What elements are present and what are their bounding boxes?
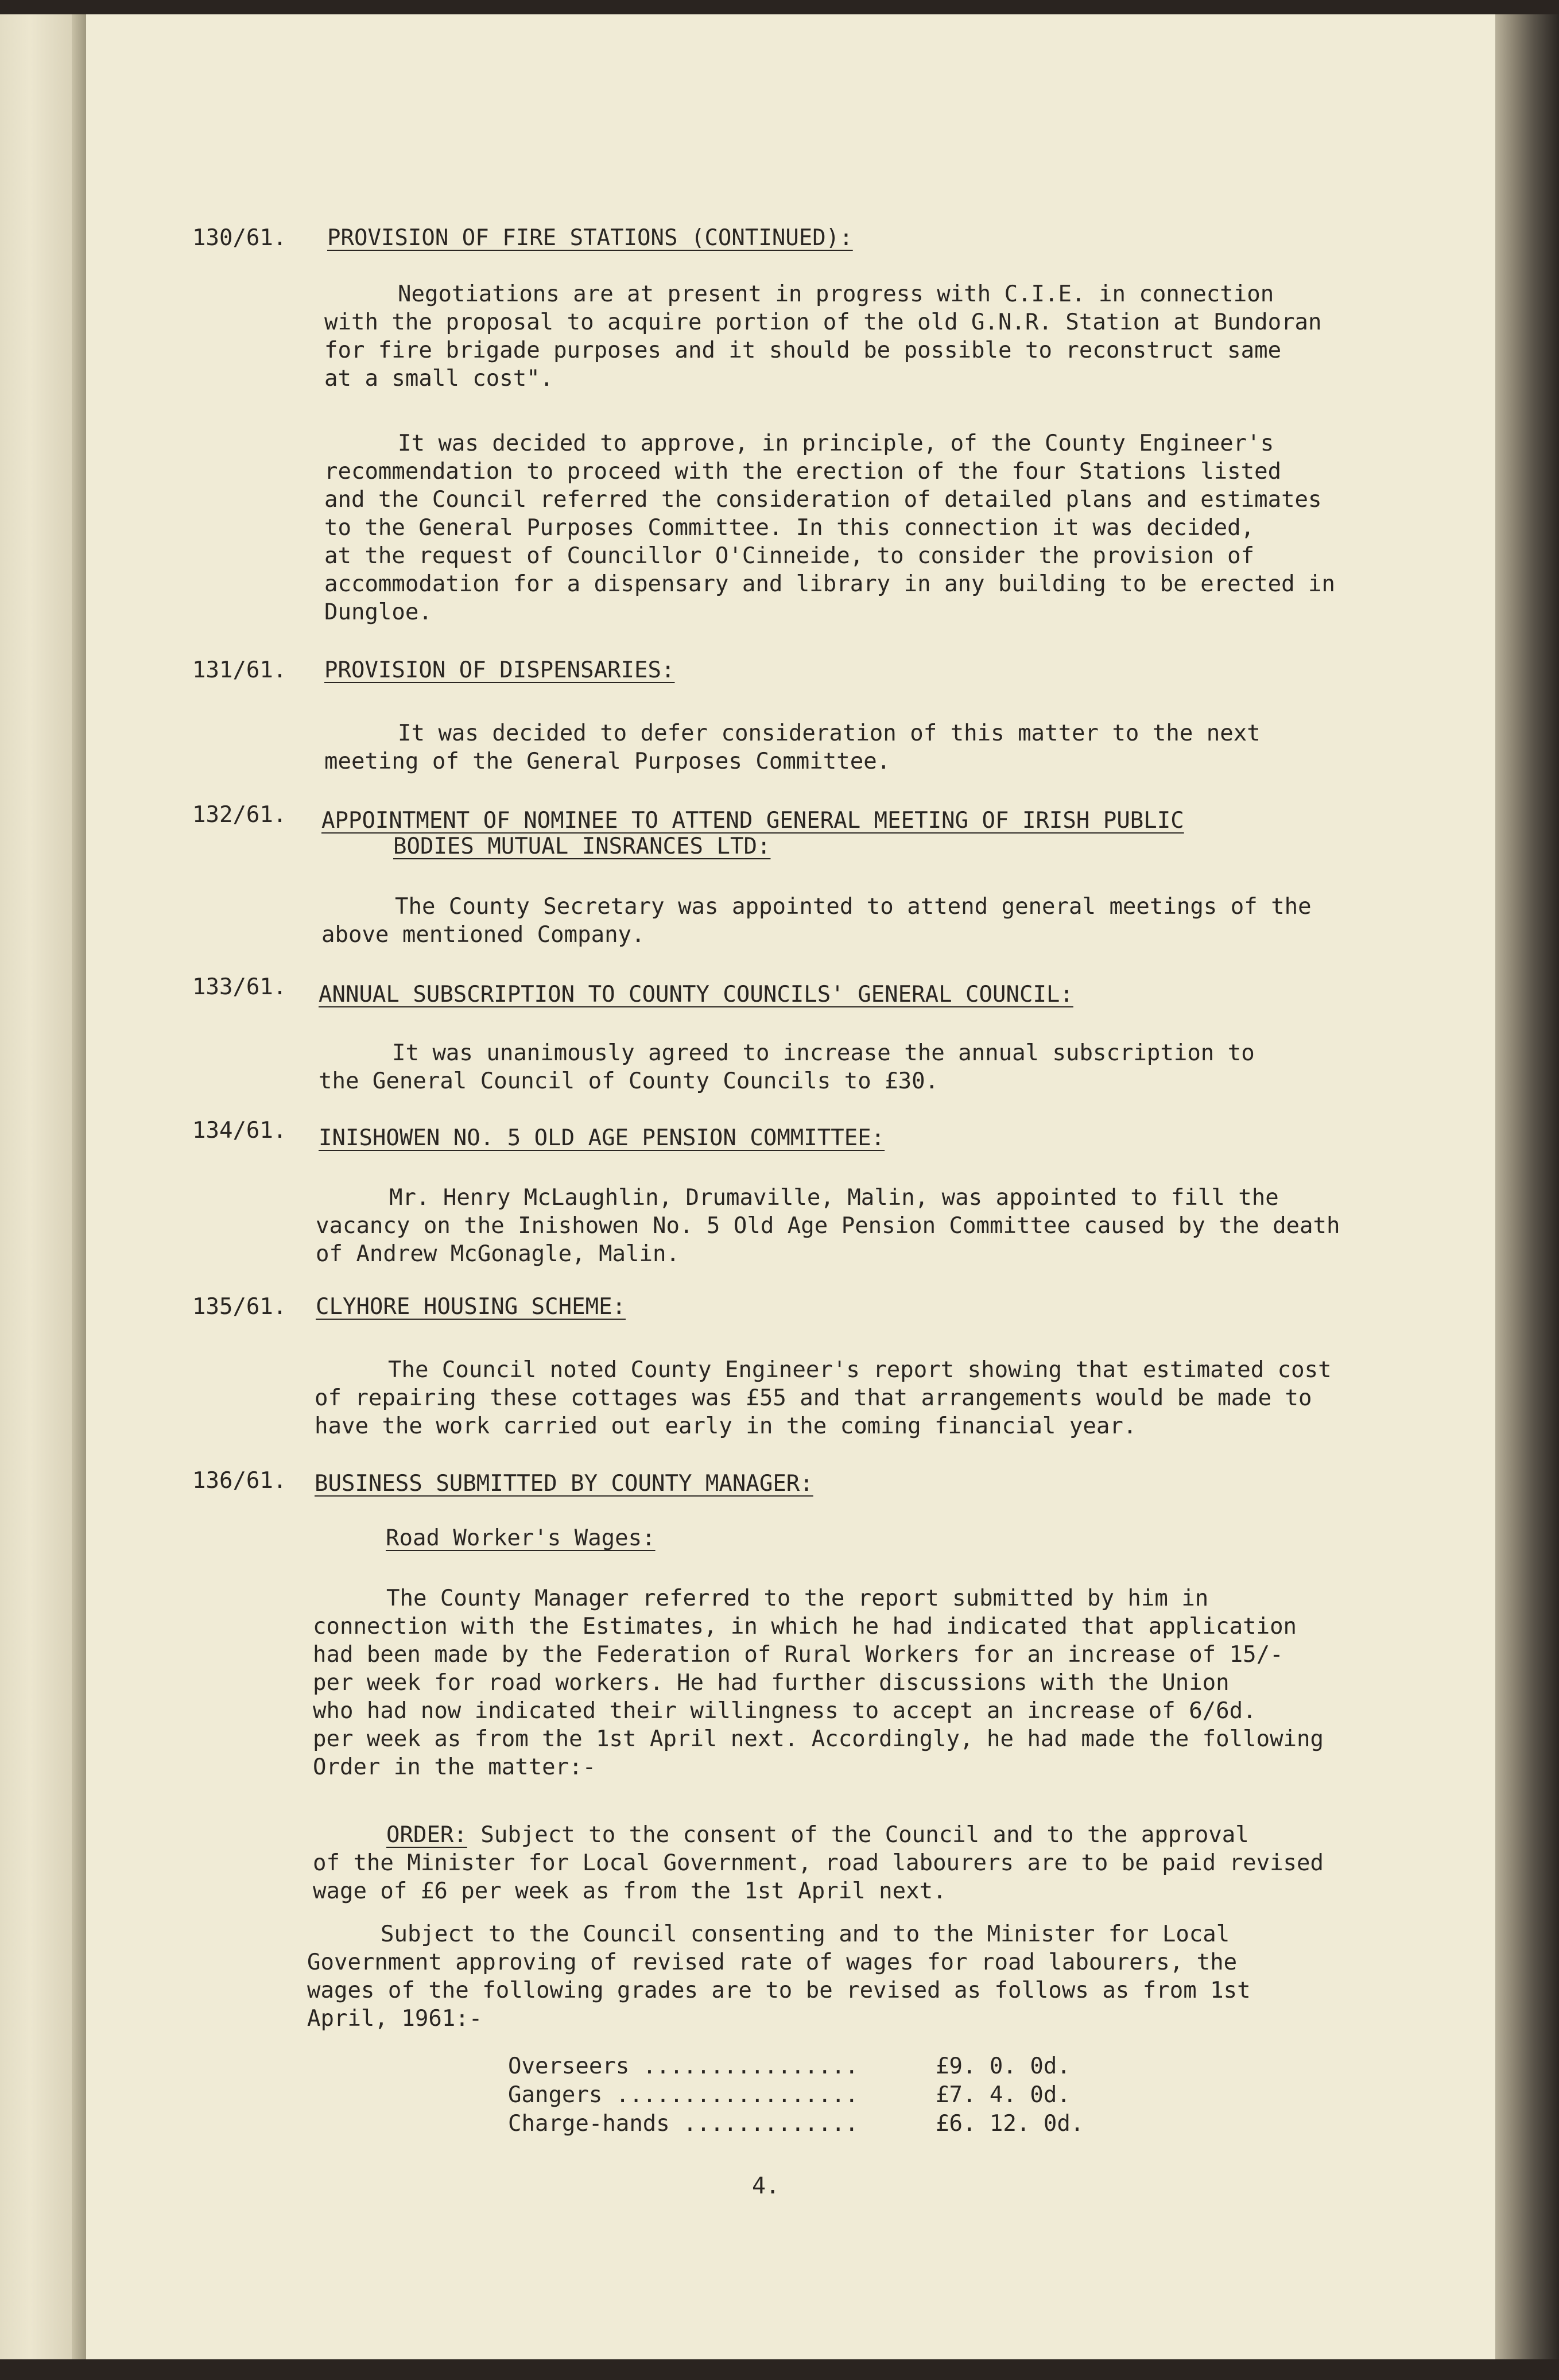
page-number: 4. — [752, 2173, 780, 2199]
item-number: 130/61. — [192, 225, 287, 251]
item-paragraph: The County Secretary was appointed to attend general meetings of the above mentioned Company. — [321, 894, 1312, 948]
item-paragraph: It was decided to approve, in principle, of the County Engineer's recommendation to proceed with the erection of the four Stations listed and the Council referred the consideration of detailed plans and estimates to the General Purposes Committee. In this connection it was decided, at the request of Councillor O'Cinneide, to consider the provision of accommodation for a dispensary and library in any building to be erected in Dungloe. — [324, 431, 1335, 625]
rate-grade: Overseers ................ — [508, 2053, 859, 2079]
rate-amount: £7. 4. 0d. — [936, 2082, 1071, 2108]
item-number: 133/61. — [192, 974, 287, 1000]
bottom-border — [0, 2359, 1559, 2380]
item-number: 135/61. — [192, 1294, 287, 1320]
book-gutter — [72, 0, 86, 2380]
order-text: Subject to the consent of the Council and to the approval of the Minister for Local Government, road labourers are to be paid revised wage of £6 per week as from the 1st April next. — [313, 1822, 1324, 1904]
item-paragraph: Subject to the Council consenting and to the Minister for Local Government approving of revised rate of wages for road labourers, the wages of the following grades are to be revised as follows as from 1st April, 1961:- — [307, 1921, 1251, 2032]
rate-row — [508, 2110, 1084, 2138]
item-number: 136/61. — [192, 1468, 287, 1494]
page-edge — [1495, 0, 1559, 2380]
item-heading: APPOINTMENT OF NOMINEE TO ATTEND GENERAL MEETING OF IRISH PUBLIC — [321, 808, 1184, 834]
item-number: 134/61. — [192, 1118, 287, 1144]
item-heading: PROVISION OF FIRE STATIONS (CONTINUED): — [327, 225, 853, 251]
item-heading: BUSINESS SUBMITTED BY COUNTY MANAGER: — [315, 1471, 813, 1497]
item-paragraph: It was unanimously agreed to increase the annual subscription to the General Council of County Councils to £30. — [319, 1040, 1255, 1094]
rate-amount: £9. 0. 0d. — [936, 2053, 1071, 2079]
item-heading: ANNUAL SUBSCRIPTION TO COUNTY COUNCILS' GENERAL COUNCIL: — [319, 982, 1073, 1007]
rate-grade: Gangers .................. — [508, 2082, 859, 2108]
item-heading-continued: BODIES MUTUAL INSRANCES LTD: — [393, 834, 771, 859]
item-heading: INISHOWEN NO. 5 OLD AGE PENSION COMMITTEE: — [319, 1125, 885, 1151]
rate-row — [508, 2052, 1071, 2081]
top-border — [0, 0, 1559, 14]
item-paragraph: Mr. Henry McLaughlin, Drumaville, Malin, was appointed to fill the vacancy on the Inishowen No. 5 Old Age Pension Committee caused by the death of Andrew McGonagle, Malin. — [316, 1185, 1340, 1267]
item-paragraph: Negotiations are at present in progress with C.I.E. in connection with the proposal to acquire portion of the old G.N.R. Station at Bundoran for fire brigade purposes and it should be possible to reconstruct same at a small cost". — [324, 281, 1322, 392]
rate-amount: £6. 12. 0d. — [936, 2111, 1084, 2137]
item-heading: PROVISION OF DISPENSARIES: — [324, 657, 675, 683]
rate-row — [508, 2081, 1071, 2110]
order-paragraph — [313, 1821, 1324, 1905]
item-paragraph: The County Manager referred to the report submitted by him in connection with the Estimates, in which he had indicated that application had been made by the Federation of Rural Workers for an increase of 15/- per week for road workers. He had further discussions with the Union who had now indicated their willingness to accept an increase of 6/6d. per week as from the 1st April next. Accordingly, he had made the following Order in the matter:- — [313, 1586, 1324, 1780]
item-number: 131/61. — [192, 657, 287, 683]
item-paragraph: It was decided to defer consideration of this matter to the next meeting of the General Purposes Committee. — [324, 720, 1261, 774]
item-number: 132/61. — [192, 802, 287, 828]
item-subheading: Road Worker's Wages: — [386, 1525, 656, 1551]
wage-rates-table — [508, 2052, 1084, 2138]
book-binding-left-page — [0, 0, 75, 2380]
rate-grade: Charge-hands ............. — [508, 2111, 859, 2137]
order-label: ORDER: — [386, 1822, 467, 1848]
item-heading: CLYHORE HOUSING SCHEME: — [316, 1294, 626, 1320]
item-paragraph: The Council noted County Engineer's report showing that estimated cost of repairing these cottages was £55 and that arrangements would be made to have the work carried out early in the coming financial year. — [315, 1357, 1332, 1439]
